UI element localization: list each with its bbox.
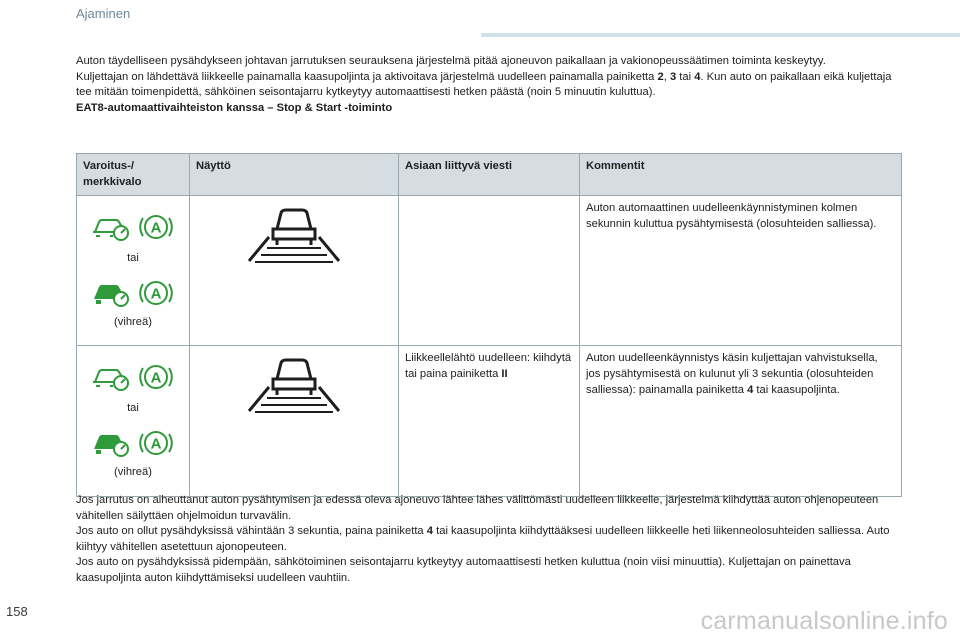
auto-hold-a-outline-icon (137, 210, 175, 244)
intro-text (76, 54, 906, 116)
header-display: Näyttö (190, 154, 399, 196)
watermark: carmanualsonline.info (700, 607, 948, 635)
intro-paragraph-2: Kuljettajan on lähdettävä liikkeelle painamalla kaasupoljinta ja aktivoitava järjestelmä uudelleen painamalla painiketta 2, 3 tai 4. Kun auto on paikallaan eikä kuljettaja tee mitään toimenpidettä, sähköinen seisontajarru kytkeytyy automaattisesti hetken päästä (noin 5 minuutin kuluttua). (76, 70, 892, 99)
header-message: Asiaan liittyvä viesti (399, 154, 580, 196)
intro-paragraph-1: Auton täydelliseen pysähdykseen johtavan jarrutuksen seurauksena järjestelmä pitää ajoneuvon paikallaan ja vakionopeussäätimen toiminta keskeytyy. (76, 55, 826, 67)
auto-hold-a-outline-icon (137, 360, 175, 394)
green-label: (vihreä) (114, 315, 152, 328)
page-number: 158 (6, 604, 28, 619)
svg-text:A: A (150, 219, 162, 237)
warning-table (76, 153, 902, 497)
section-subheading: EAT8-automaattivaihteiston kanssa – Stop & Start -toiminto (76, 101, 393, 114)
header-accent-bar (481, 33, 960, 37)
footer-paragraph-1: Jos jarrutus on aiheuttanut auton pysähtymisen ja edessä oleva ajoneuvo lähtee lähes välittömästi uudelleen liikkeelle, järjestelmä kiihdyttää auton ohjenopeuteen vähitellen säilyttäen ohjelmoidun turvavälin. (76, 494, 879, 522)
display-cell (190, 196, 399, 346)
or-label: tai (127, 252, 139, 265)
auto-hold-a-green-icon (137, 426, 175, 460)
footer-text (76, 493, 906, 587)
speedometer-car-outline-icon (91, 212, 131, 242)
message-cell: Liikkeellelähtö uudelleen: kiihdytä tai paina painiketta II (399, 346, 580, 496)
warning-light-cell (77, 346, 190, 496)
car-on-road-display-icon (239, 203, 349, 269)
warning-light-cell (77, 196, 190, 346)
auto-hold-a-green-icon (137, 276, 175, 310)
speedometer-car-outline-icon (91, 362, 131, 392)
table-row (77, 346, 902, 496)
speedometer-car-green-icon (91, 278, 131, 308)
message-cell (399, 196, 580, 346)
comment-cell: Auton uudelleenkäynnistys käsin kuljettajan vahvistuksella, jos pysähtymisestä on kulunut yli 3 sekuntia (olosuhteiden salliessa): painamalla painiketta 4 tai kaasupoljinta. (580, 346, 902, 496)
footer-paragraph-3: Jos auto on pysähdyksissä pidempään, sähkötoiminen seisontajarru kytkeytyy automaattisesti hetken kuluttua (noin viisi minuuttia). Kuljettajan on painettava kaasupoljinta auton kiihdyttämiseksi uudelleen vauhtiin. (76, 556, 851, 584)
table-row (77, 196, 902, 346)
header-comments: Kommentit (580, 154, 902, 196)
footer-paragraph-2: Jos auto on ollut pysähdyksissä vähintään 3 sekuntia, paina painiketta 4 tai kaasupoljinta kiihdyttääksesi uudelleen liikkeelle heti liikenneolosuhteiden salliessa. Auto kiihtyy vähitellen asetettuun ajonopeuteen. (76, 525, 890, 553)
speedometer-car-green-icon (91, 428, 131, 458)
comment-cell: Auton automaattinen uudelleenkäynnistyminen kolmen sekunnin kuluttua pysähtymisestä (olosuhteiden salliessa). (580, 196, 902, 346)
car-on-road-display-icon (239, 353, 349, 419)
display-cell (190, 346, 399, 496)
green-label: (vihreä) (114, 465, 152, 478)
svg-text:A: A (150, 435, 162, 453)
section-title: Ajaminen (76, 6, 131, 21)
svg-text:A: A (150, 285, 162, 303)
or-label: tai (127, 402, 139, 415)
table-header-row (77, 154, 902, 196)
header-warning-light: Varoitus-/ merkkivalo (77, 154, 190, 196)
svg-text:A: A (150, 369, 162, 387)
